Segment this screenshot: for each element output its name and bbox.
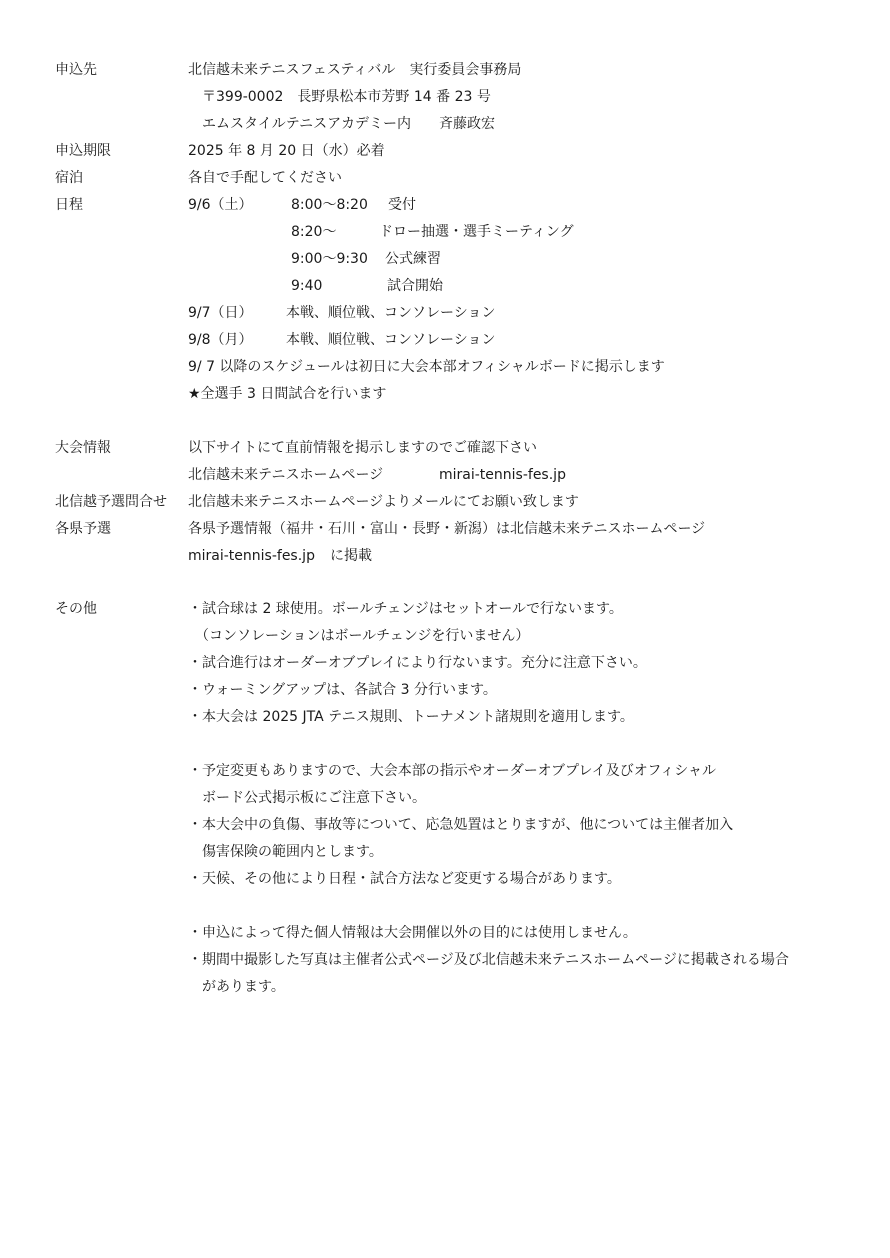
schedule-time: 9:00～9:30 <box>291 251 368 267</box>
schedule-time: 8:00～8:20 <box>291 197 368 213</box>
other-line: ・ウォーミングアップは、各試合 3 分行います。 <box>188 682 497 698</box>
deadline-value: 2025 年 8 月 20 日（水）必着 <box>188 143 385 159</box>
info-label: 大会情報 <box>55 440 111 456</box>
schedule-event: ドロー抽選・選手ミーティング <box>379 224 574 240</box>
other-line: ・本大会中の負傷、事故等について、応急処置はとりますが、他については主催者加入 <box>188 817 734 833</box>
other-line: があります。 <box>188 979 285 995</box>
other-line: ・本大会は 2025 JTA テニス規則、トーナメント諸規則を適用します。 <box>188 709 634 725</box>
schedule-day-3-event: 本戦、順位戦、コンソレーション <box>286 332 496 348</box>
other-line: ・試合進行はオーダーオブプレイにより行ないます。充分に注意下さい。 <box>188 655 647 671</box>
other-line: ボード公式掲示板にご注意下さい。 <box>188 790 426 806</box>
schedule-event: 公式練習 <box>385 251 441 267</box>
prelim-suffix: に掲載 <box>330 548 372 564</box>
schedule-day-1: 9/6（土） <box>188 197 253 213</box>
prelim-line-1: 各県予選情報（福井・石川・富山・長野・新潟）は北信越未来テニスホームページ <box>188 521 706 537</box>
schedule-time: 8:20～ <box>291 224 337 240</box>
info-site-url: mirai-tennis-fes.jp <box>439 467 566 483</box>
application-line-2: 〒399-0002 長野県松本市芳野 14 番 23 号 <box>202 89 491 105</box>
schedule-note-2: ★全選手 3 日間試合を行います <box>188 386 387 402</box>
other-line: （コンソレーションはボールチェンジを行いません） <box>188 628 530 644</box>
schedule-label: 日程 <box>55 197 83 213</box>
inquiry-value: 北信越未来テニスホームページよりメールにてお願い致します <box>188 494 579 510</box>
info-site-name: 北信越未来テニスホームページ <box>188 467 384 483</box>
other-line: ・試合球は 2 球使用。ボールチェンジはセットオールで行ないます。 <box>188 601 623 617</box>
schedule-event: 試合開始 <box>387 278 443 294</box>
application-label: 申込先 <box>55 62 97 78</box>
prelim-url: mirai-tennis-fes.jp <box>188 548 315 564</box>
other-line: ・期間中撮影した写真は主催者公式ページ及び北信越未来テニスホームページに掲載される場合 <box>188 952 789 968</box>
schedule-time: 9:40 <box>291 278 323 294</box>
schedule-day-2: 9/7（日） <box>188 305 253 321</box>
deadline-label: 申込期限 <box>55 143 111 159</box>
schedule-note-1: 9/ 7 以降のスケジュールは初日に大会本部オフィシャルボードに掲示します <box>188 359 665 375</box>
info-line-1: 以下サイトにて直前情報を掲示しますのでご確認下さい <box>188 440 538 456</box>
inquiry-label: 北信越予選問合せ <box>55 494 167 510</box>
other-line: ・申込によって得た個人情報は大会開催以外の目的には使用しません。 <box>188 925 637 941</box>
prelim-label: 各県予選 <box>55 521 111 537</box>
lodging-label: 宿泊 <box>55 170 83 186</box>
schedule-event: 受付 <box>388 197 416 213</box>
schedule-day-2-event: 本戦、順位戦、コンソレーション <box>286 305 496 321</box>
other-line: 傷害保険の範囲内とします。 <box>188 844 383 860</box>
lodging-value: 各自で手配してください <box>188 170 342 186</box>
other-line: ・予定変更もありますので、大会本部の指示やオーダーオブプレイ及びオフィシャル <box>188 763 716 779</box>
other-line: ・天候、その他により日程・試合方法など変更する場合があります。 <box>188 871 621 887</box>
other-label: その他 <box>55 601 97 617</box>
application-line-3: エムスタイルテニスアカデミー内 斉藤政宏 <box>202 116 496 132</box>
schedule-day-3: 9/8（月） <box>188 332 253 348</box>
application-line-1: 北信越未来テニスフェスティバル 実行委員会事務局 <box>188 62 522 78</box>
